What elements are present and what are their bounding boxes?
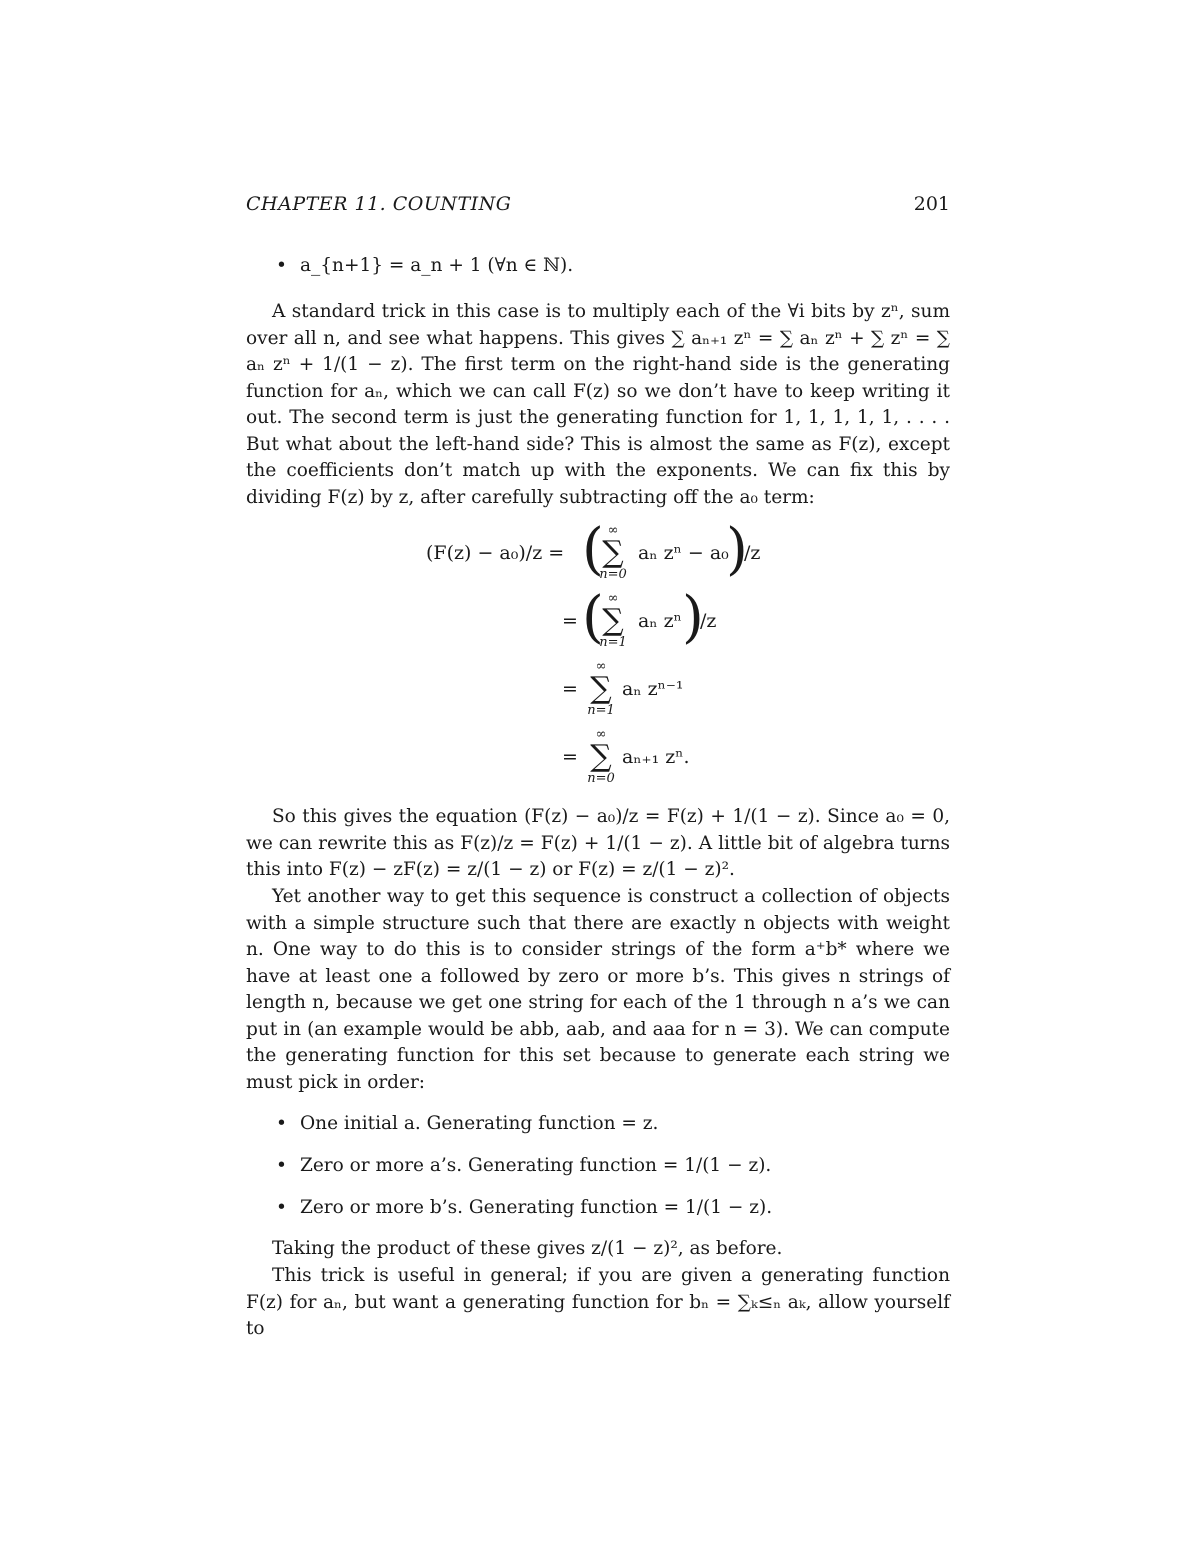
eq-lparen-2: ( <box>582 585 604 650</box>
eq-sum-4 <box>586 728 616 786</box>
sum-lower: n=1 <box>599 635 627 650</box>
eq-row3-eq: = <box>562 678 578 700</box>
eq-row2-tail: /z <box>700 610 717 632</box>
paragraph-5: This trick is useful in general; if you are given a generating function F(z) for aₙ, but want a generating function for bₙ = ∑ₖ≤ₙ aₖ, allow yourself to <box>246 1265 950 1339</box>
sum-lower: n=1 <box>587 703 615 718</box>
eq-row2-eq: = <box>562 610 578 632</box>
running-head <box>246 193 950 215</box>
eq-sum-1 <box>598 524 628 582</box>
bullet-text: a_{n+1} = a_n + 1 (∀n ∈ ℕ). <box>300 255 574 276</box>
bullet-text: One initial a. Generating function = z. <box>300 1113 659 1134</box>
sum-upper: ∞ <box>607 523 619 538</box>
sum-sigma: ∑ <box>590 739 612 774</box>
eq-row1-term: aₙ zⁿ − a₀ <box>638 542 729 564</box>
eq-lhs: (F(z) − a₀)/z = <box>426 542 565 564</box>
sum-upper: ∞ <box>595 659 607 674</box>
bullet-mark: • <box>276 1113 287 1134</box>
eq-row3-term: aₙ zⁿ⁻¹ <box>622 678 684 700</box>
eq-sum-3 <box>586 660 616 718</box>
sum-sigma: ∑ <box>590 671 612 706</box>
sum-lower: n=0 <box>599 567 627 582</box>
eq-rparen-2: ) <box>682 585 704 650</box>
sum-sigma: ∑ <box>602 603 624 638</box>
sum-upper: ∞ <box>607 591 619 606</box>
paragraph-1: A standard trick in this case is to multiply each of the ∀i bits by zⁿ, sum over all n, and see what happens. This gives ∑ aₙ₊₁ zⁿ = ∑ aₙ zⁿ + ∑ zⁿ = ∑ aₙ zⁿ + 1/(1 − z). The first term on the right-hand side is the generating function for aₙ, which we can call F(z) so we don’t have to keep writing it out. The second term is just the generating function for 1, 1, 1, 1, 1, . . . . But what about the left-hand side? This is almost the same as F(z), except the coefficients don’t match up with the exponents. We can fix this by dividing F(z) by z, after carefully subtracting off the a₀ term: <box>246 301 950 508</box>
bullet-mark: • <box>276 1155 287 1176</box>
paragraph-4: Taking the product of these gives z/(1 − z)², as before. <box>272 1238 783 1259</box>
eq-lparen-1: ( <box>582 517 604 582</box>
eq-row2-term: aₙ zⁿ <box>638 610 682 632</box>
eq-row4-term: aₙ₊₁ zⁿ. <box>622 746 690 768</box>
page-number: 201 <box>913 193 950 215</box>
sum-upper: ∞ <box>595 727 607 742</box>
bullet-mark: • <box>276 255 287 276</box>
eq-sum-2 <box>598 592 628 650</box>
chapter-title: CHAPTER 11. COUNTING <box>246 193 512 215</box>
bullet-text: Zero or more b’s. Generating function = 1/(1 − z). <box>300 1197 773 1218</box>
eq-rparen-1: ) <box>726 517 748 582</box>
bullet-text: Zero or more a’s. Generating function = 1/(1 − z). <box>300 1155 772 1176</box>
eq-row4-eq: = <box>562 746 578 768</box>
sum-lower: n=0 <box>587 771 615 786</box>
bullet-mark: • <box>276 1197 287 1218</box>
paragraph-3: Yet another way to get this sequence is construct a collection of objects with a simple structure such that there are exactly n objects with weight n. One way to do this is to consider strings of the form a⁺b* where we have at least one a followed by zero or more b’s. This gives n strings of length n, because we get one string for each of the 1 through n a’s we can put in (an example would be abb, aab, and aaa for n = 3). We can compute the generating function for this set because to generate each string we must pick in order: <box>246 886 950 1093</box>
sum-sigma: ∑ <box>602 535 624 570</box>
eq-row1-tail: /z <box>744 542 761 564</box>
paragraph-2: So this gives the equation (F(z) − a₀)/z = F(z) + 1/(1 − z). Since a₀ = 0, we can rewrite this as F(z)/z = F(z) + 1/(1 − z). A little bit of algebra turns this into F(z) − zF(z) = z/(1 − z) or F(z) = z/(1 − z)². <box>246 806 950 880</box>
